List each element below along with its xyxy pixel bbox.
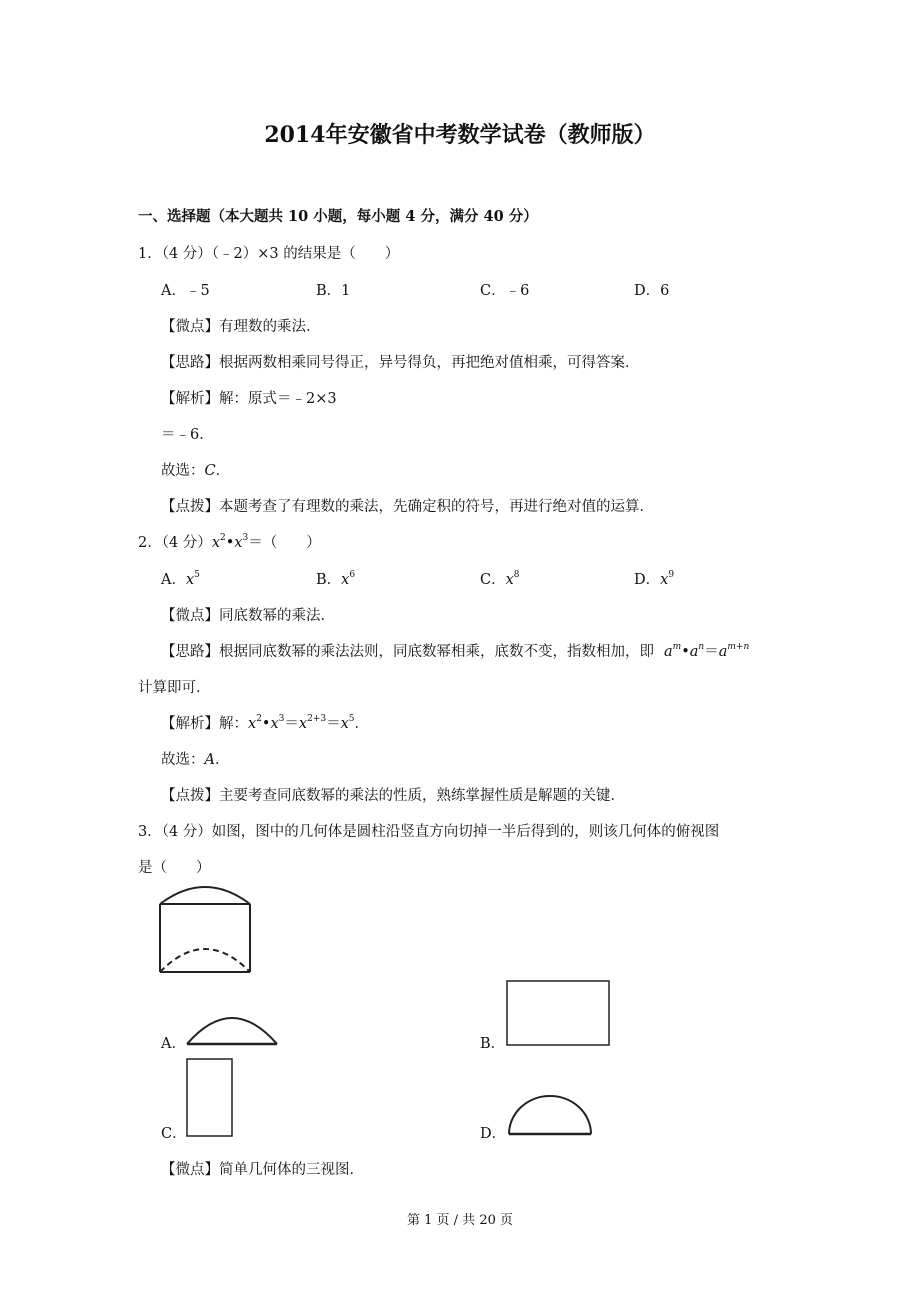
page-title: 2014年安徽省中考数学试卷（教师版） — [264, 122, 656, 148]
q2-silu — [161, 640, 749, 661]
q3-option-d-label: D． — [480, 1126, 507, 1142]
q2-weidian: 【微点】同底数幂的乘法． — [161, 608, 335, 624]
dot-operator: • — [225, 535, 235, 551]
q2-options — [0, 568, 920, 588]
silu-text: 【思路】根据同底数幂的乘法法则，同底数幂相乘，底数不变，指数相加，即 — [161, 644, 654, 660]
option-label: B． — [316, 572, 342, 588]
half-cylinder-figure — [155, 880, 265, 980]
exp: 3 — [242, 533, 249, 543]
answer-letter: C — [204, 463, 216, 479]
var-x: x — [505, 572, 514, 588]
exp: 2 — [220, 533, 226, 543]
exp: 9 — [668, 570, 675, 580]
option-a-segment-figure — [185, 1008, 280, 1048]
var-x: x — [185, 572, 195, 588]
page-footer: 第 1 页 / 共 20 页 — [407, 1213, 513, 1228]
exp: 2+3 — [307, 714, 327, 724]
q3-option-c-label: C． — [161, 1126, 187, 1142]
var-x: x — [270, 716, 279, 732]
q2-option-c — [480, 568, 520, 589]
exp-m-plus-n: m+n — [727, 642, 750, 652]
var-x: x — [340, 716, 349, 732]
answer-letter: A — [204, 752, 215, 768]
q2-dianbo: 【点拨】主要考查同底数幂的乘法的性质，熟练掌握性质是解题的关键． — [161, 788, 625, 804]
period: ． — [354, 716, 370, 732]
q2-silu-cont: 计算即可． — [138, 680, 211, 696]
q3-weidian: 【微点】简单几何体的三视图． — [161, 1162, 364, 1178]
var-x: x — [248, 716, 257, 732]
option-label: A． — [161, 572, 186, 588]
q2-option-b — [316, 568, 355, 589]
var-x: x — [211, 535, 220, 551]
exp: 6 — [349, 570, 356, 580]
q1-silu: 【思路】根据两数相乘同号得正，异号得负，再把绝对值相乘，可得答案． — [161, 355, 640, 371]
exp: 3 — [278, 714, 285, 724]
dot-operator: • — [681, 644, 690, 660]
exp: 5 — [348, 714, 355, 724]
jiexi-label: 【解析】解： — [161, 716, 248, 732]
exp: 8 — [513, 570, 520, 580]
option-d-semicircle-figure — [506, 1094, 594, 1138]
answer-label: 故选： — [161, 463, 205, 479]
exp-m: m — [672, 642, 682, 652]
dot-operator: • — [261, 716, 271, 732]
q3-stem: 3．（4 分）如图，图中的几何体是圆柱沿竖直方向切掉一半后得到的，则该几何体的俯视图 — [138, 824, 720, 840]
q1-option-a: A．﹣5 — [161, 283, 210, 299]
q2-option-a — [161, 568, 200, 589]
q1-jiexi: 【解析】解：原式＝﹣2×3 — [161, 391, 337, 407]
exp-n: n — [698, 642, 705, 652]
q1-jiexi-result: ＝﹣6． — [161, 427, 214, 443]
answer-end: ． — [215, 463, 231, 479]
q2-number: 2．（4 分） — [138, 535, 212, 551]
q2-answer — [161, 748, 229, 769]
equals: ＝ — [326, 716, 341, 732]
option-b-rectangle-figure — [506, 980, 611, 1048]
q1-weidian: 【微点】有理数的乘法． — [161, 319, 321, 335]
var-x: x — [341, 572, 350, 588]
var-a: a — [689, 644, 699, 660]
q1-option-d: D．6 — [634, 283, 670, 299]
option-label: C． — [480, 572, 506, 588]
q1-dianbo: 【点拨】本题考查了有理数的乘法，先确定积的符号，再进行绝对值的运算． — [161, 499, 654, 515]
answer-label: 故选： — [161, 752, 205, 768]
q3-option-b-label: B． — [480, 1036, 506, 1052]
section-heading: 一、选择题（本大题共 10 小题，每小题 4 分，满分 40 分） — [138, 208, 538, 225]
var-x: x — [298, 716, 308, 732]
q1-stem: 1．（4 分）（﹣2）×3 的结果是（ ） — [138, 246, 400, 262]
q1-option-b: B．1 — [316, 283, 351, 299]
equals: ＝ — [284, 716, 299, 732]
q3-option-a-label: A． — [161, 1036, 186, 1052]
answer-end: ． — [214, 752, 230, 768]
option-c-rectangle-figure — [186, 1058, 234, 1138]
var-x: x — [234, 535, 243, 551]
var-x: x — [660, 572, 669, 588]
q1-options — [0, 279, 920, 299]
q2-option-d — [634, 568, 674, 589]
q1-option-c: C．﹣6 — [480, 283, 530, 299]
exp: 5 — [194, 570, 200, 580]
q2-blank: ＝（ ） — [248, 535, 321, 551]
equals: ＝ — [704, 644, 719, 660]
q3-stem-cont: 是（ ） — [138, 860, 211, 876]
option-label: D． — [634, 572, 661, 588]
var-a: a — [664, 644, 673, 660]
q2-stem — [138, 531, 321, 552]
q2-jiexi — [161, 712, 369, 733]
q1-answer — [161, 459, 230, 480]
exp: 2 — [256, 714, 262, 724]
var-a: a — [718, 644, 728, 660]
